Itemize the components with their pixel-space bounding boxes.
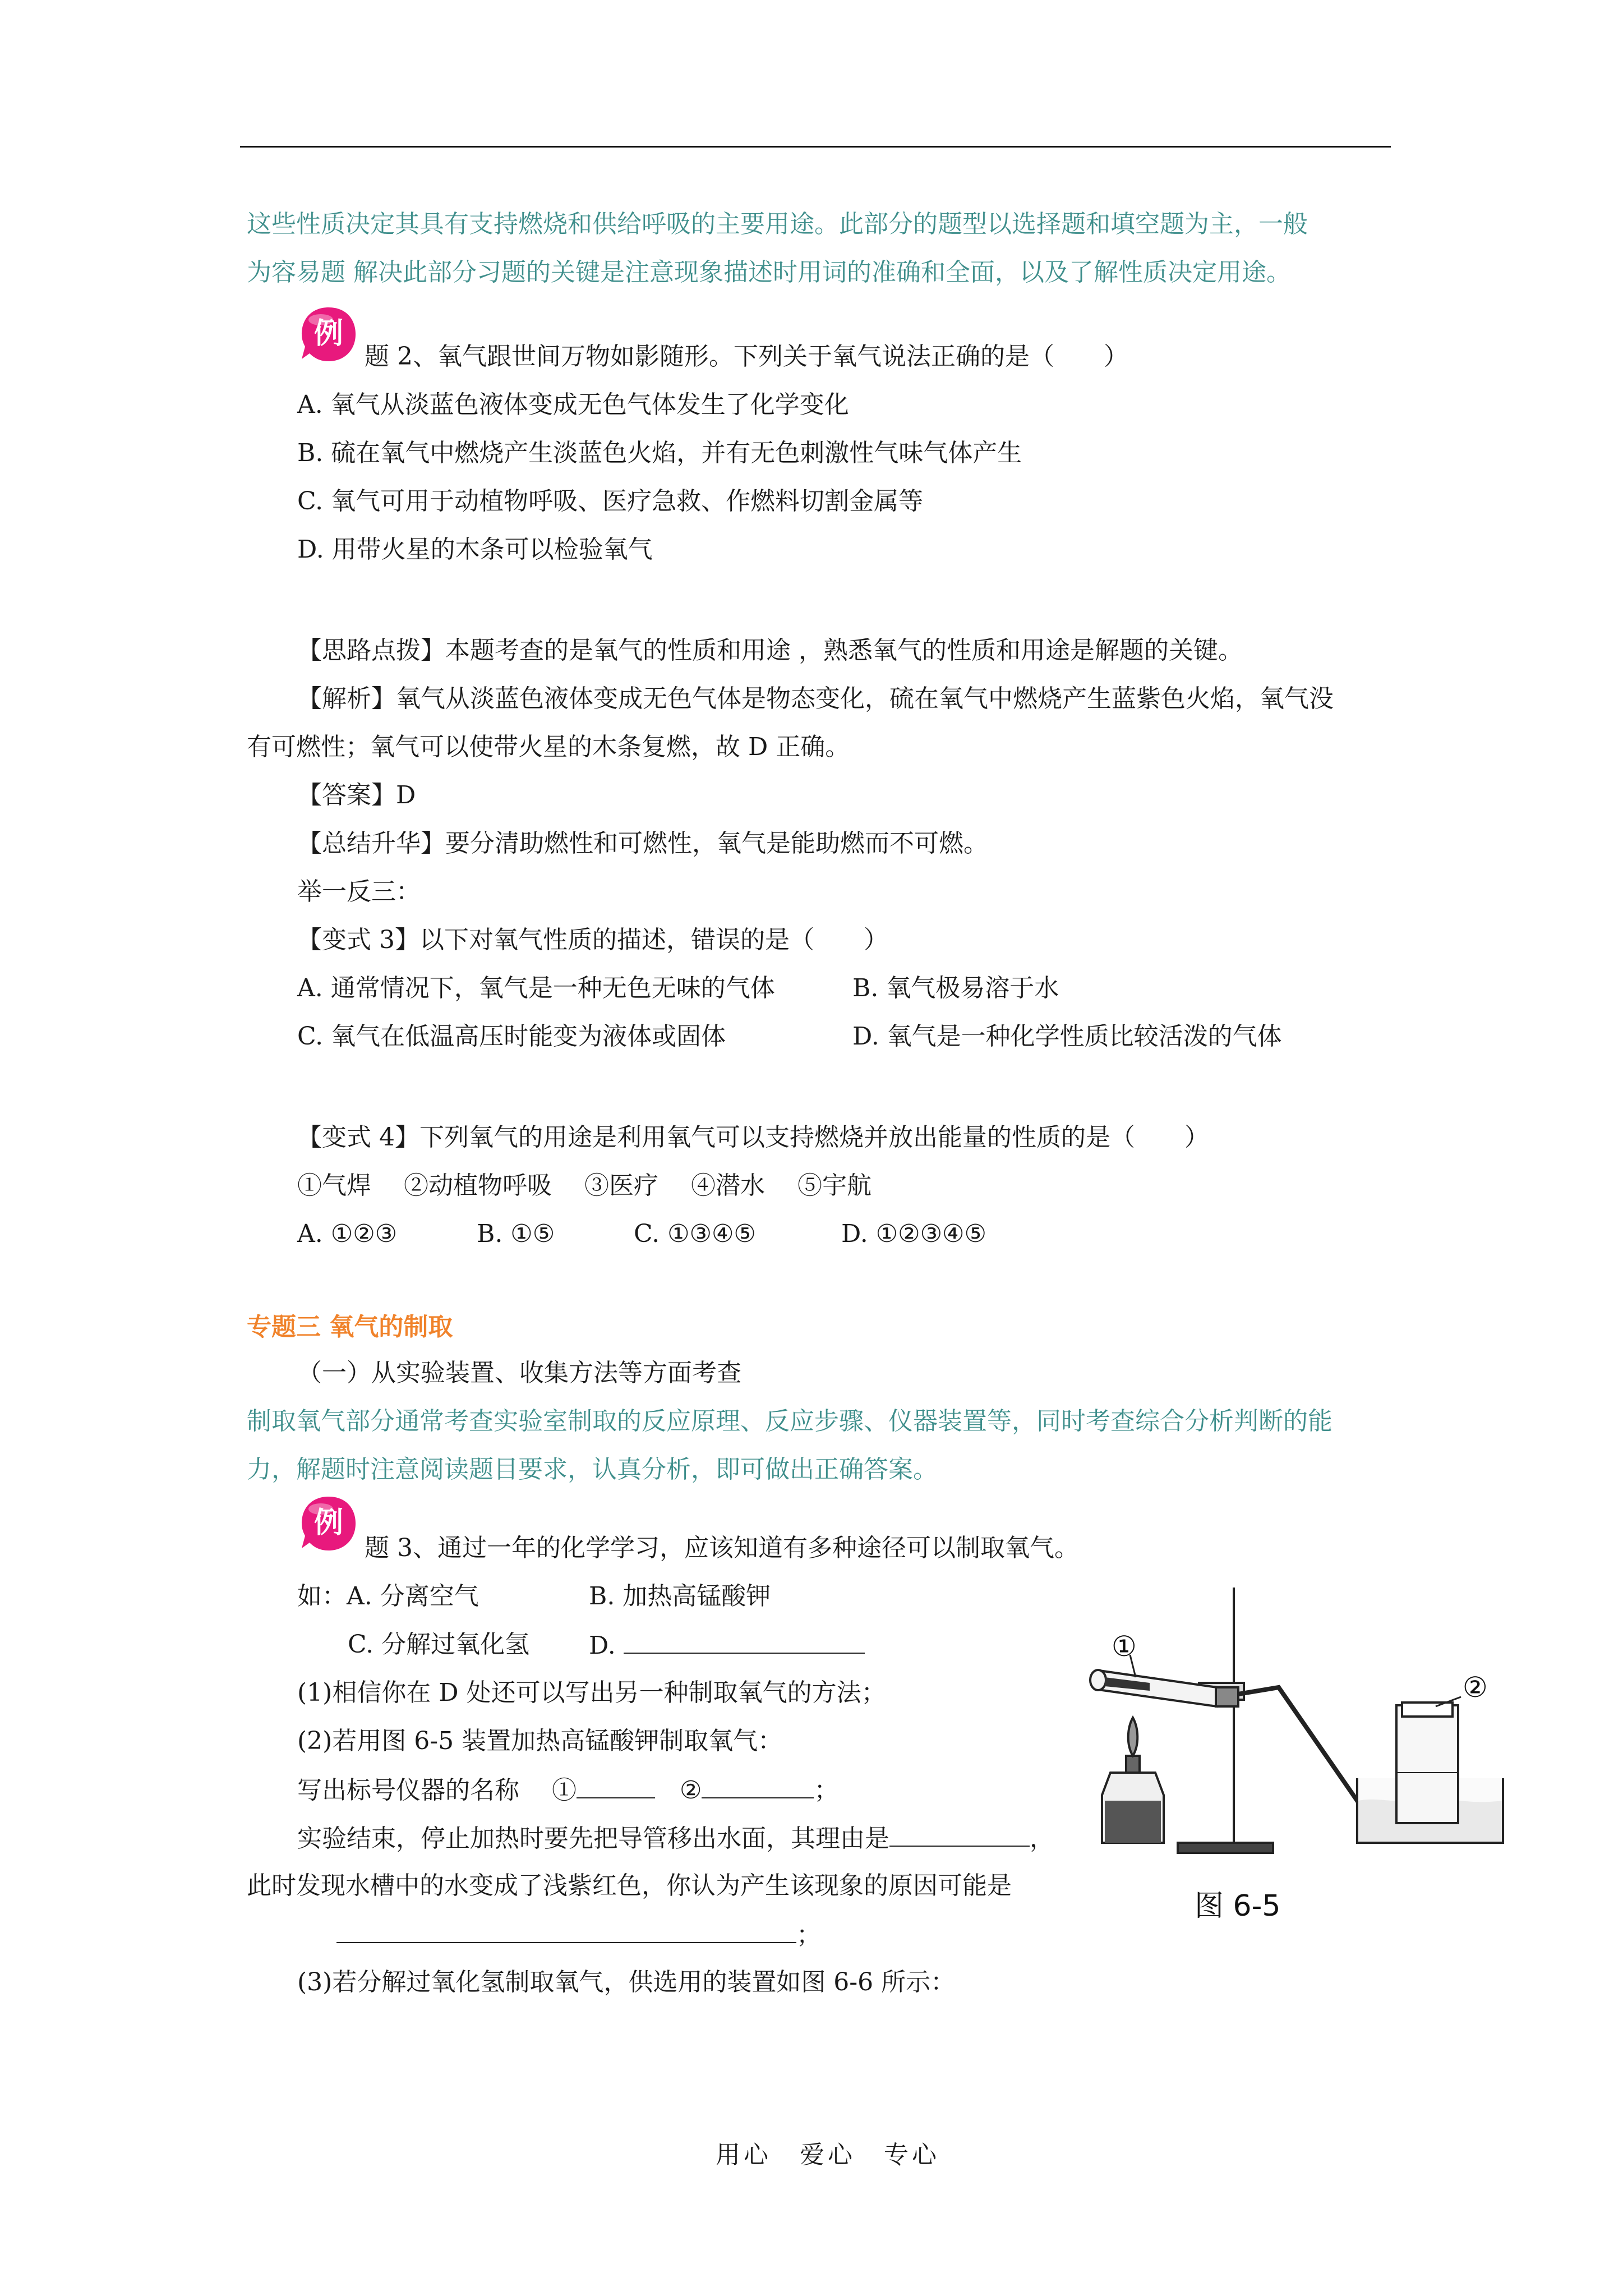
q2-option-d: D. 用带火星的木条可以检验氧气 (297, 535, 653, 564)
q2-stem: 题 2、氧气跟世间万物如影随形。下列关于氧气说法正确的是（ ） (365, 342, 1128, 371)
v4-option-b: B. ①⑤ (477, 1220, 555, 1248)
q2-hint: 【思路点拨】本题考查的是氧气的性质和用途 ，熟悉氧气的性质和用途是解题的关键。 (297, 636, 1243, 665)
q3-blank-2 (702, 1773, 814, 1798)
q3-option-a: 如：A. 分离空气 (297, 1582, 479, 1611)
q3-part-3: (3)若分解过氧化氢制取氧气，供选用的装置如图 6-6 所示： (297, 1968, 956, 1996)
q3-blank-3 (889, 1821, 1030, 1847)
q3-blank-4 (336, 1917, 796, 1943)
q2-option-b: B. 硫在氧气中燃烧产生淡蓝色火焰，并有无色刺激性气味气体产生 (297, 439, 1022, 467)
badge-label: 例 (313, 317, 344, 351)
q3-end-1 (297, 1821, 1054, 1856)
q3-semicolon: ； (814, 1776, 839, 1805)
q3-end-2: 此时发现水槽中的水变成了浅紫红色，你认为产生该现象的原因可能是 (247, 1871, 1012, 1900)
page-footer: 用心 爱心 专心 (716, 2141, 940, 2169)
q2-option-a: A. 氧气从淡蓝色液体变成无色气体发生了化学变化 (297, 390, 849, 419)
q2-answer: 【答案】D (297, 781, 416, 809)
v4-option-d: D. ①②③④⑤ (841, 1220, 986, 1248)
q3-option-b: B. 加热高锰酸钾 (589, 1582, 771, 1611)
q2-option-c: C. 氧气可用于动植物呼吸、医疗急救、作燃料切割金属等 (297, 487, 924, 516)
v4-option-c: C. ①③④⑤ (634, 1220, 756, 1248)
v4-stem: 【变式 4】下列氧气的用途是利用氧气可以支持燃烧并放出能量的性质的是（ ） (297, 1123, 1209, 1152)
v3-option-c: C. 氧气在低温高压时能变为液体或固体 (297, 1022, 726, 1051)
figure-caption: 图 6-5 (1195, 1889, 1281, 1923)
figure-label-1: ① (1112, 1630, 1137, 1663)
q3-option-d-label: D. (589, 1631, 616, 1660)
v3-option-b: B. 氧气极易溶于水 (852, 974, 1059, 1002)
q2-analysis-1: 【解析】氧气从淡蓝色液体变成无色气体是物态变化，硫在氧气中燃烧产生蓝紫色火焰，氧气没 (297, 684, 1334, 713)
test-tube (1098, 1671, 1217, 1706)
stopper (1216, 1687, 1238, 1706)
q3-stem: 题 3、通过一年的化学学习，应该知道有多种途径可以制取氧气。 (365, 1534, 1079, 1562)
stand-base (1178, 1843, 1273, 1853)
v4-option-a: A. ①②③ (297, 1220, 398, 1248)
v3-option-d: D. 氧气是一种化学性质比较活泼的气体 (852, 1022, 1282, 1051)
figure-label-2: ② (1463, 1671, 1488, 1704)
header-rule (240, 146, 1391, 148)
q3-end-1-text: 实验结束，停止加热时要先把导管移出水面，其理由是 (297, 1824, 889, 1853)
practice-label: 举一反三： (297, 877, 421, 906)
q3-option-d (589, 1628, 865, 1663)
v3-stem: 【变式 3】以下对氧气性质的描述，错误的是（ ） (297, 926, 888, 954)
example-badge-icon (297, 303, 360, 366)
q3-semicolon-2: ； (796, 1921, 821, 1949)
intro-line-1: 这些性质决定其具有支持燃烧和供给呼吸的主要用途。此部分的题型以选择题和填空题为主，一般 (247, 210, 1308, 238)
q3-instrument-names (297, 1773, 838, 1807)
q3-blank-1 (577, 1773, 655, 1798)
q3-end-2-answer (336, 1917, 821, 1952)
section-3-subtitle: （一）从实验装置、收集方法等方面考查 (297, 1359, 741, 1387)
badge-label: 例 (313, 1506, 344, 1540)
example-badge-icon (297, 1492, 360, 1555)
q3-comma: ， (1030, 1824, 1054, 1853)
q2-analysis-2: 有可燃性；氧气可以使带火星的木条复燃，故 D 正确。 (247, 733, 850, 761)
section-3-desc-2: 力，解题时注意阅读题目要求，认真分析，即可做出正确答案。 (247, 1455, 938, 1484)
q3-part-1: (1)相信你在 D 处还可以写出另一种制取氧气的方法； (297, 1678, 886, 1707)
flame (1128, 1718, 1138, 1756)
section-3-title: 专题三 氧气的制取 (247, 1313, 453, 1341)
q2-summary: 【总结升华】要分清助燃性和可燃性，氧气是能助燃而不可燃。 (297, 829, 988, 858)
section-3-desc-1: 制取氧气部分通常考查实验室制取的反应原理、反应步骤、仪器装置等，同时考查综合分析判断的能 (247, 1407, 1332, 1435)
q3-circle-2: ② (680, 1776, 702, 1805)
v3-option-a: A. 通常情况下，氧气是一种无色无味的气体 (297, 974, 775, 1002)
q3-part-2: (2)若用图 6-5 装置加热高锰酸钾制取氧气： (297, 1727, 783, 1755)
q3-option-d-blank (624, 1628, 865, 1654)
q3-option-c: C. 分解过氧化氢 (348, 1630, 530, 1659)
intro-line-2: 为容易题 解决此部分习题的关键是注意现象描述时用词的准确和全面，以及了解性质决定用途。 (247, 258, 1291, 287)
apparatus-figure (1066, 1588, 1514, 1941)
v4-items: ①气焊 ②动植物呼吸 ③医疗 ④潜水 ⑤宇航 (297, 1171, 872, 1200)
gas-collecting-bottle (1396, 1705, 1458, 1823)
q3-names-label: 写出标号仪器的名称 ① (297, 1776, 577, 1805)
